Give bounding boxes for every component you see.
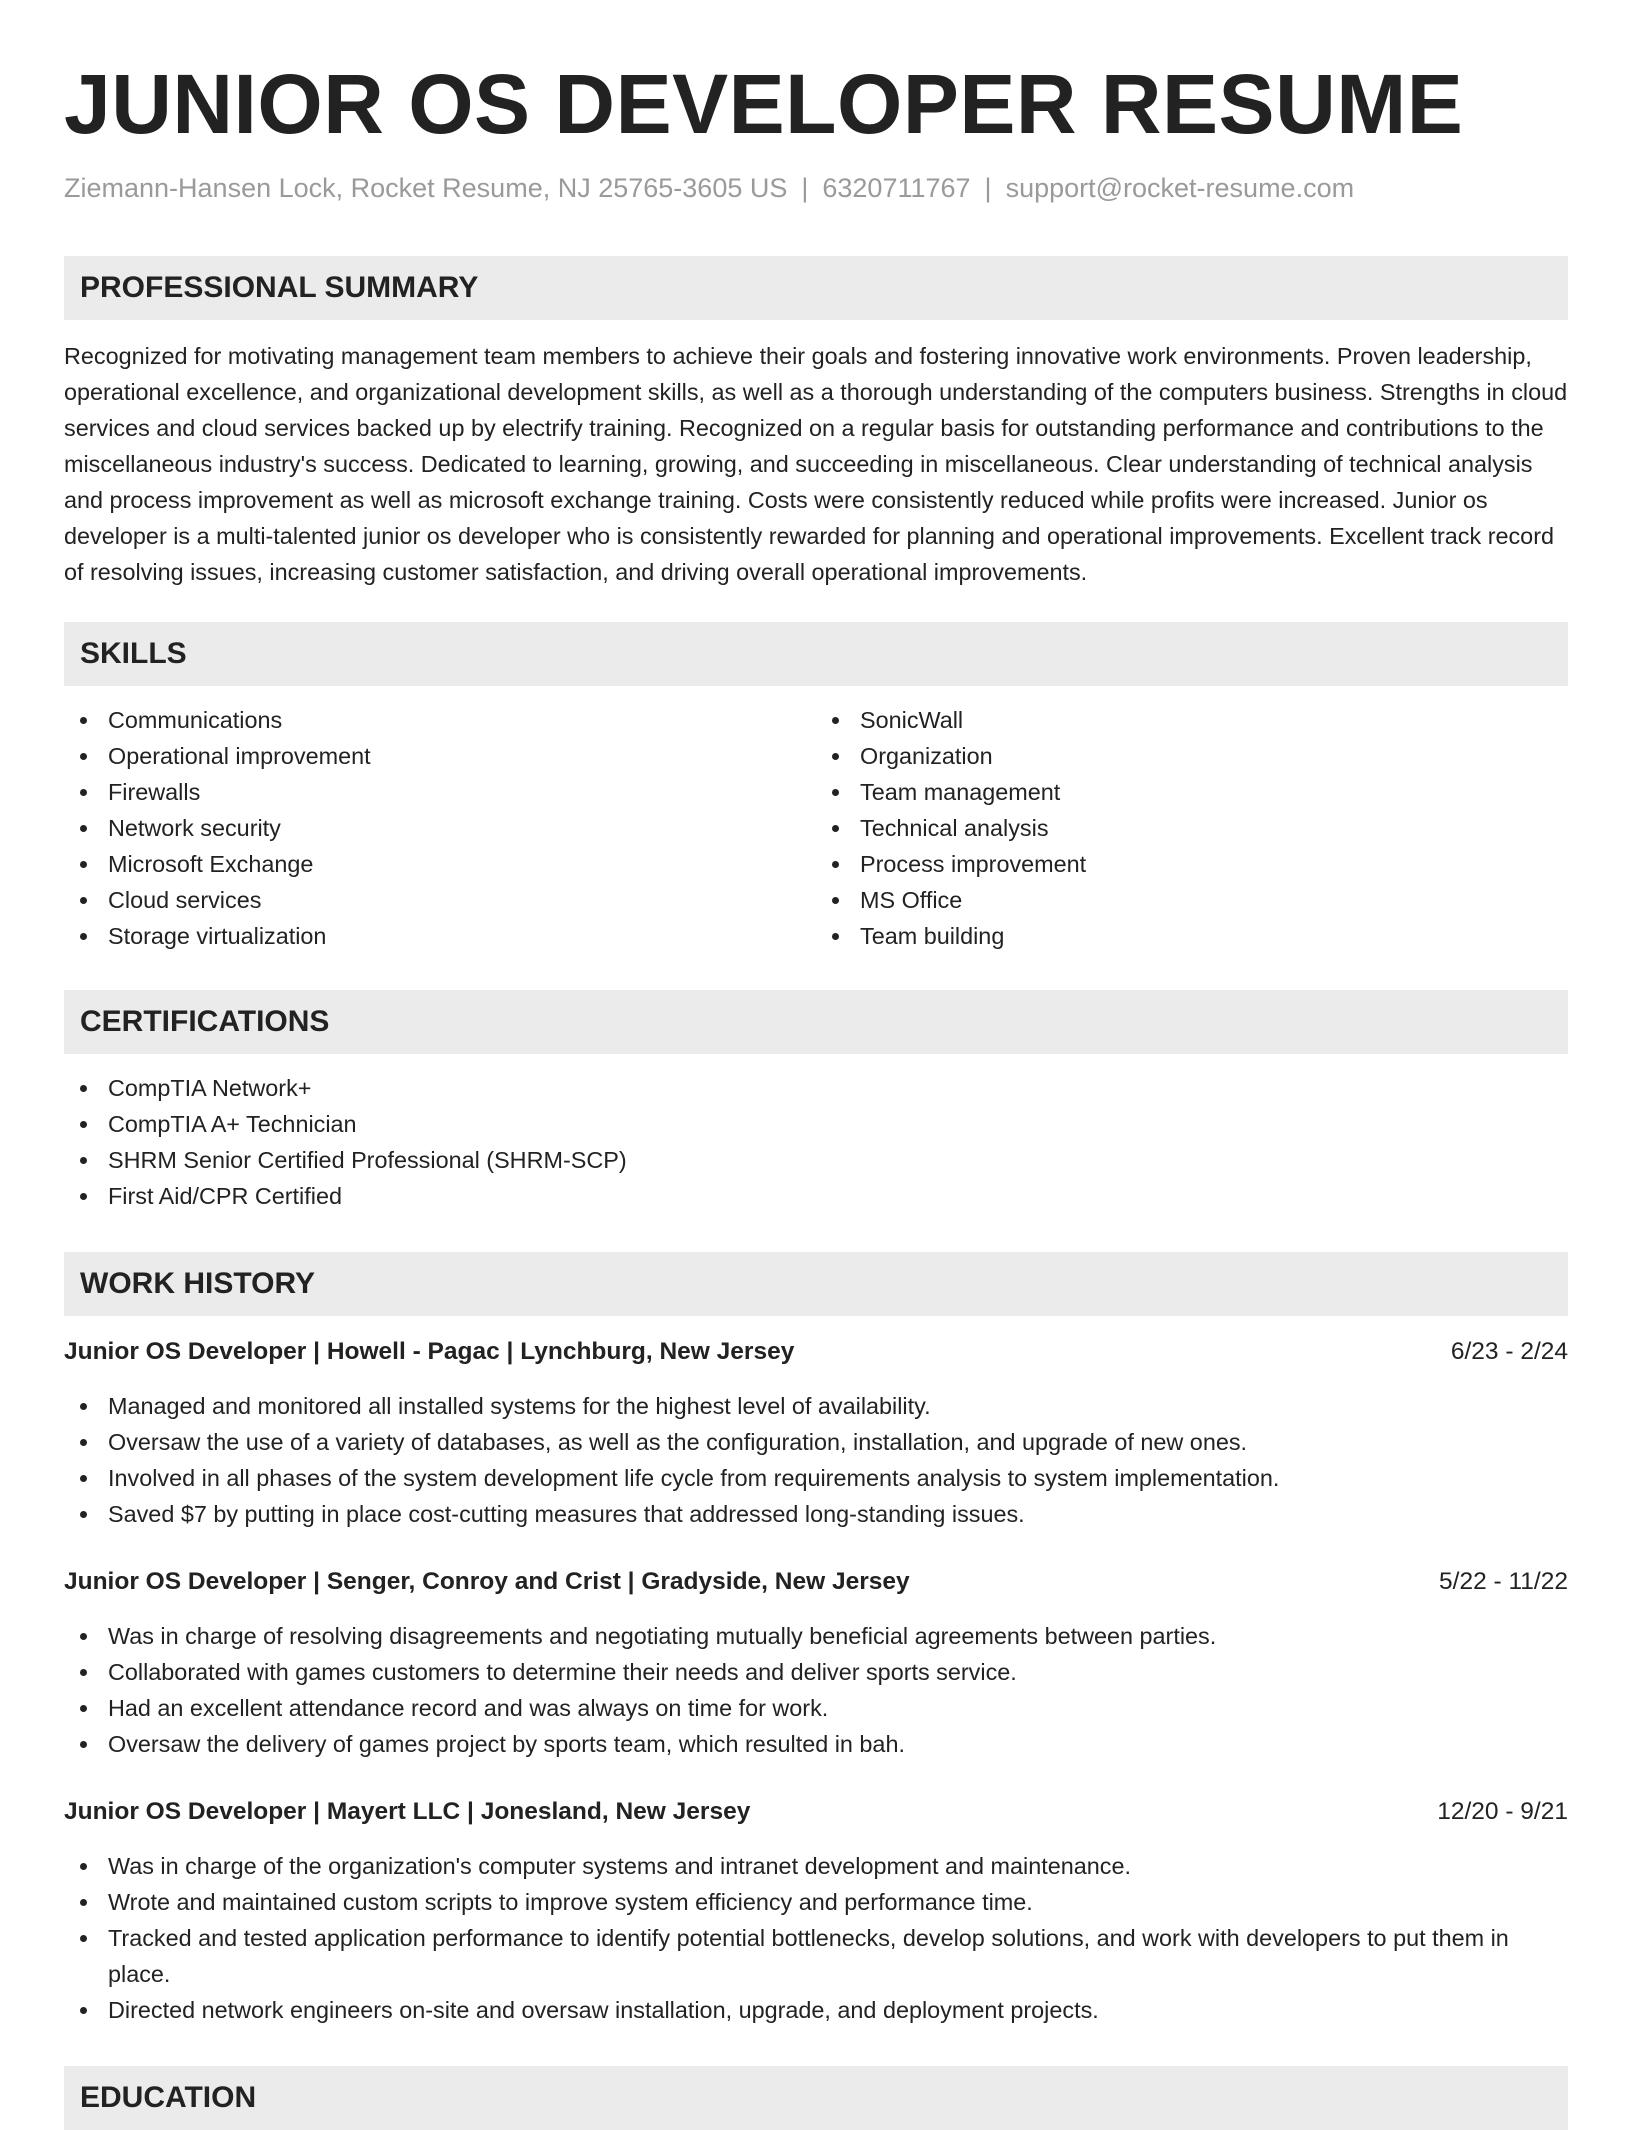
job-bullet: Oversaw the delivery of games project by sports team, which resulted in bah. (64, 1726, 1568, 1762)
contact-email: support@rocket-resume.com (1005, 173, 1355, 203)
certifications-section (64, 990, 1568, 1214)
education-heading: EDUCATION (64, 2066, 1568, 2130)
job-header (64, 1564, 1568, 1600)
certifications-list (64, 1070, 1568, 1214)
job-title: Junior OS Developer | Senger, Conroy and Crist | Gradyside, New Jersey (64, 1568, 910, 1595)
skill-item: Organization (816, 738, 1568, 774)
contact-address: Ziemann-Hansen Lock, Rocket Resume, NJ 25765-3605 US (64, 173, 788, 203)
job-bullets (64, 1388, 1568, 1532)
job-bullet: Saved $7 by putting in place cost-cutting measures that addressed long-standing issues. (64, 1496, 1568, 1532)
skill-item: Microsoft Exchange (64, 846, 816, 882)
skill-item: MS Office (816, 882, 1568, 918)
skill-item: Communications (64, 702, 816, 738)
contact-separator: | (801, 173, 809, 203)
job-bullet: Was in charge of resolving disagreements and negotiating mutually beneficial agreements between parties. (64, 1618, 1568, 1654)
job-bullet: Managed and monitored all installed systems for the highest level of availability. (64, 1388, 1568, 1424)
job-title: Junior OS Developer | Howell - Pagac | Lynchburg, New Jersey (64, 1338, 795, 1365)
skill-item: Team building (816, 918, 1568, 954)
job-entry (64, 1334, 1568, 1532)
contact-line (64, 170, 1568, 206)
job-entry (64, 1794, 1568, 2028)
job-dates: 6/23 - 2/24 (1450, 1338, 1568, 1365)
skill-item: SonicWall (816, 702, 1568, 738)
job-dates: 5/22 - 11/22 (1439, 1568, 1568, 1595)
skill-item: Team management (816, 774, 1568, 810)
job-bullet: Was in charge of the organization's computer systems and intranet development and maintenance. (64, 1848, 1568, 1884)
work-history-heading: WORK HISTORY (64, 1252, 1568, 1316)
skill-item: Network security (64, 810, 816, 846)
job-bullet: Collaborated with games customers to determine their needs and deliver sports service. (64, 1654, 1568, 1690)
contact-phone: 6320711767 (822, 173, 971, 203)
job-bullet: Tracked and tested application performance to identify potential bottlenecks, develop solutions, and work with developers to put them in place. (64, 1920, 1568, 1992)
resume-title: JUNIOR OS DEVELOPER RESUME (64, 57, 1464, 151)
job-bullet: Involved in all phases of the system development life cycle from requirements analysis to system implementation. (64, 1460, 1568, 1496)
certification-item: CompTIA A+ Technician (64, 1106, 1568, 1142)
certification-item: First Aid/CPR Certified (64, 1178, 1568, 1214)
job-bullets (64, 1848, 1568, 2028)
job-bullet: Had an excellent attendance record and was always on time for work. (64, 1690, 1568, 1726)
certification-item: SHRM Senior Certified Professional (SHRM-SCP) (64, 1142, 1568, 1178)
certification-item: CompTIA Network+ (64, 1070, 1568, 1106)
skills-grid (64, 702, 1568, 954)
summary-section (64, 256, 1568, 590)
contact-separator: | (984, 173, 992, 203)
skill-item: Process improvement (816, 846, 1568, 882)
job-dates: 12/20 - 9/21 (1437, 1798, 1568, 1825)
skills-heading: SKILLS (64, 622, 1568, 686)
skill-item: Storage virtualization (64, 918, 816, 954)
skill-item: Firewalls (64, 774, 816, 810)
job-bullet: Wrote and maintained custom scripts to improve system efficiency and performance time. (64, 1884, 1568, 1920)
work-history-section (64, 1252, 1568, 2028)
certifications-heading: CERTIFICATIONS (64, 990, 1568, 1054)
job-header (64, 1794, 1568, 1830)
job-title: Junior OS Developer | Mayert LLC | Jonesland, New Jersey (64, 1798, 751, 1825)
skill-item: Technical analysis (816, 810, 1568, 846)
summary-text: Recognized for motivating management team members to achieve their goals and fostering innovative work environments. Proven leadership, operational excellence, and organizational development skills, as well as a thorough understanding of the computers business. Strengths in cloud services and cloud services backed up by electrify training. Recognized on a regular basis for outstanding performance and contributions to the miscellaneous industry's success. Dedicated to learning, growing, and succeeding in miscellaneous. Clear understanding of technical analysis and process improvement as well as microsoft exchange training. Costs were consistently reduced while profits were increased. Junior os developer is a multi-talented junior os developer who is consistently rewarded for planning and operational improvements. Excellent track record of resolving issues, increasing customer satisfaction, and driving overall operational improvements. (64, 343, 1568, 585)
summary-heading: PROFESSIONAL SUMMARY (64, 256, 1568, 320)
skills-section (64, 622, 1568, 954)
job-header (64, 1334, 1568, 1370)
job-bullets (64, 1618, 1568, 1762)
job-bullet: Directed network engineers on-site and oversaw installation, upgrade, and deployment projects. (64, 1992, 1568, 2028)
job-entry (64, 1564, 1568, 1762)
job-bullet: Oversaw the use of a variety of databases, as well as the configuration, installation, and upgrade of new ones. (64, 1424, 1568, 1460)
skills-left-list (64, 702, 816, 954)
skills-right-list (816, 702, 1568, 954)
education-section (64, 2066, 1568, 2130)
skill-item: Operational improvement (64, 738, 816, 774)
skill-item: Cloud services (64, 882, 816, 918)
